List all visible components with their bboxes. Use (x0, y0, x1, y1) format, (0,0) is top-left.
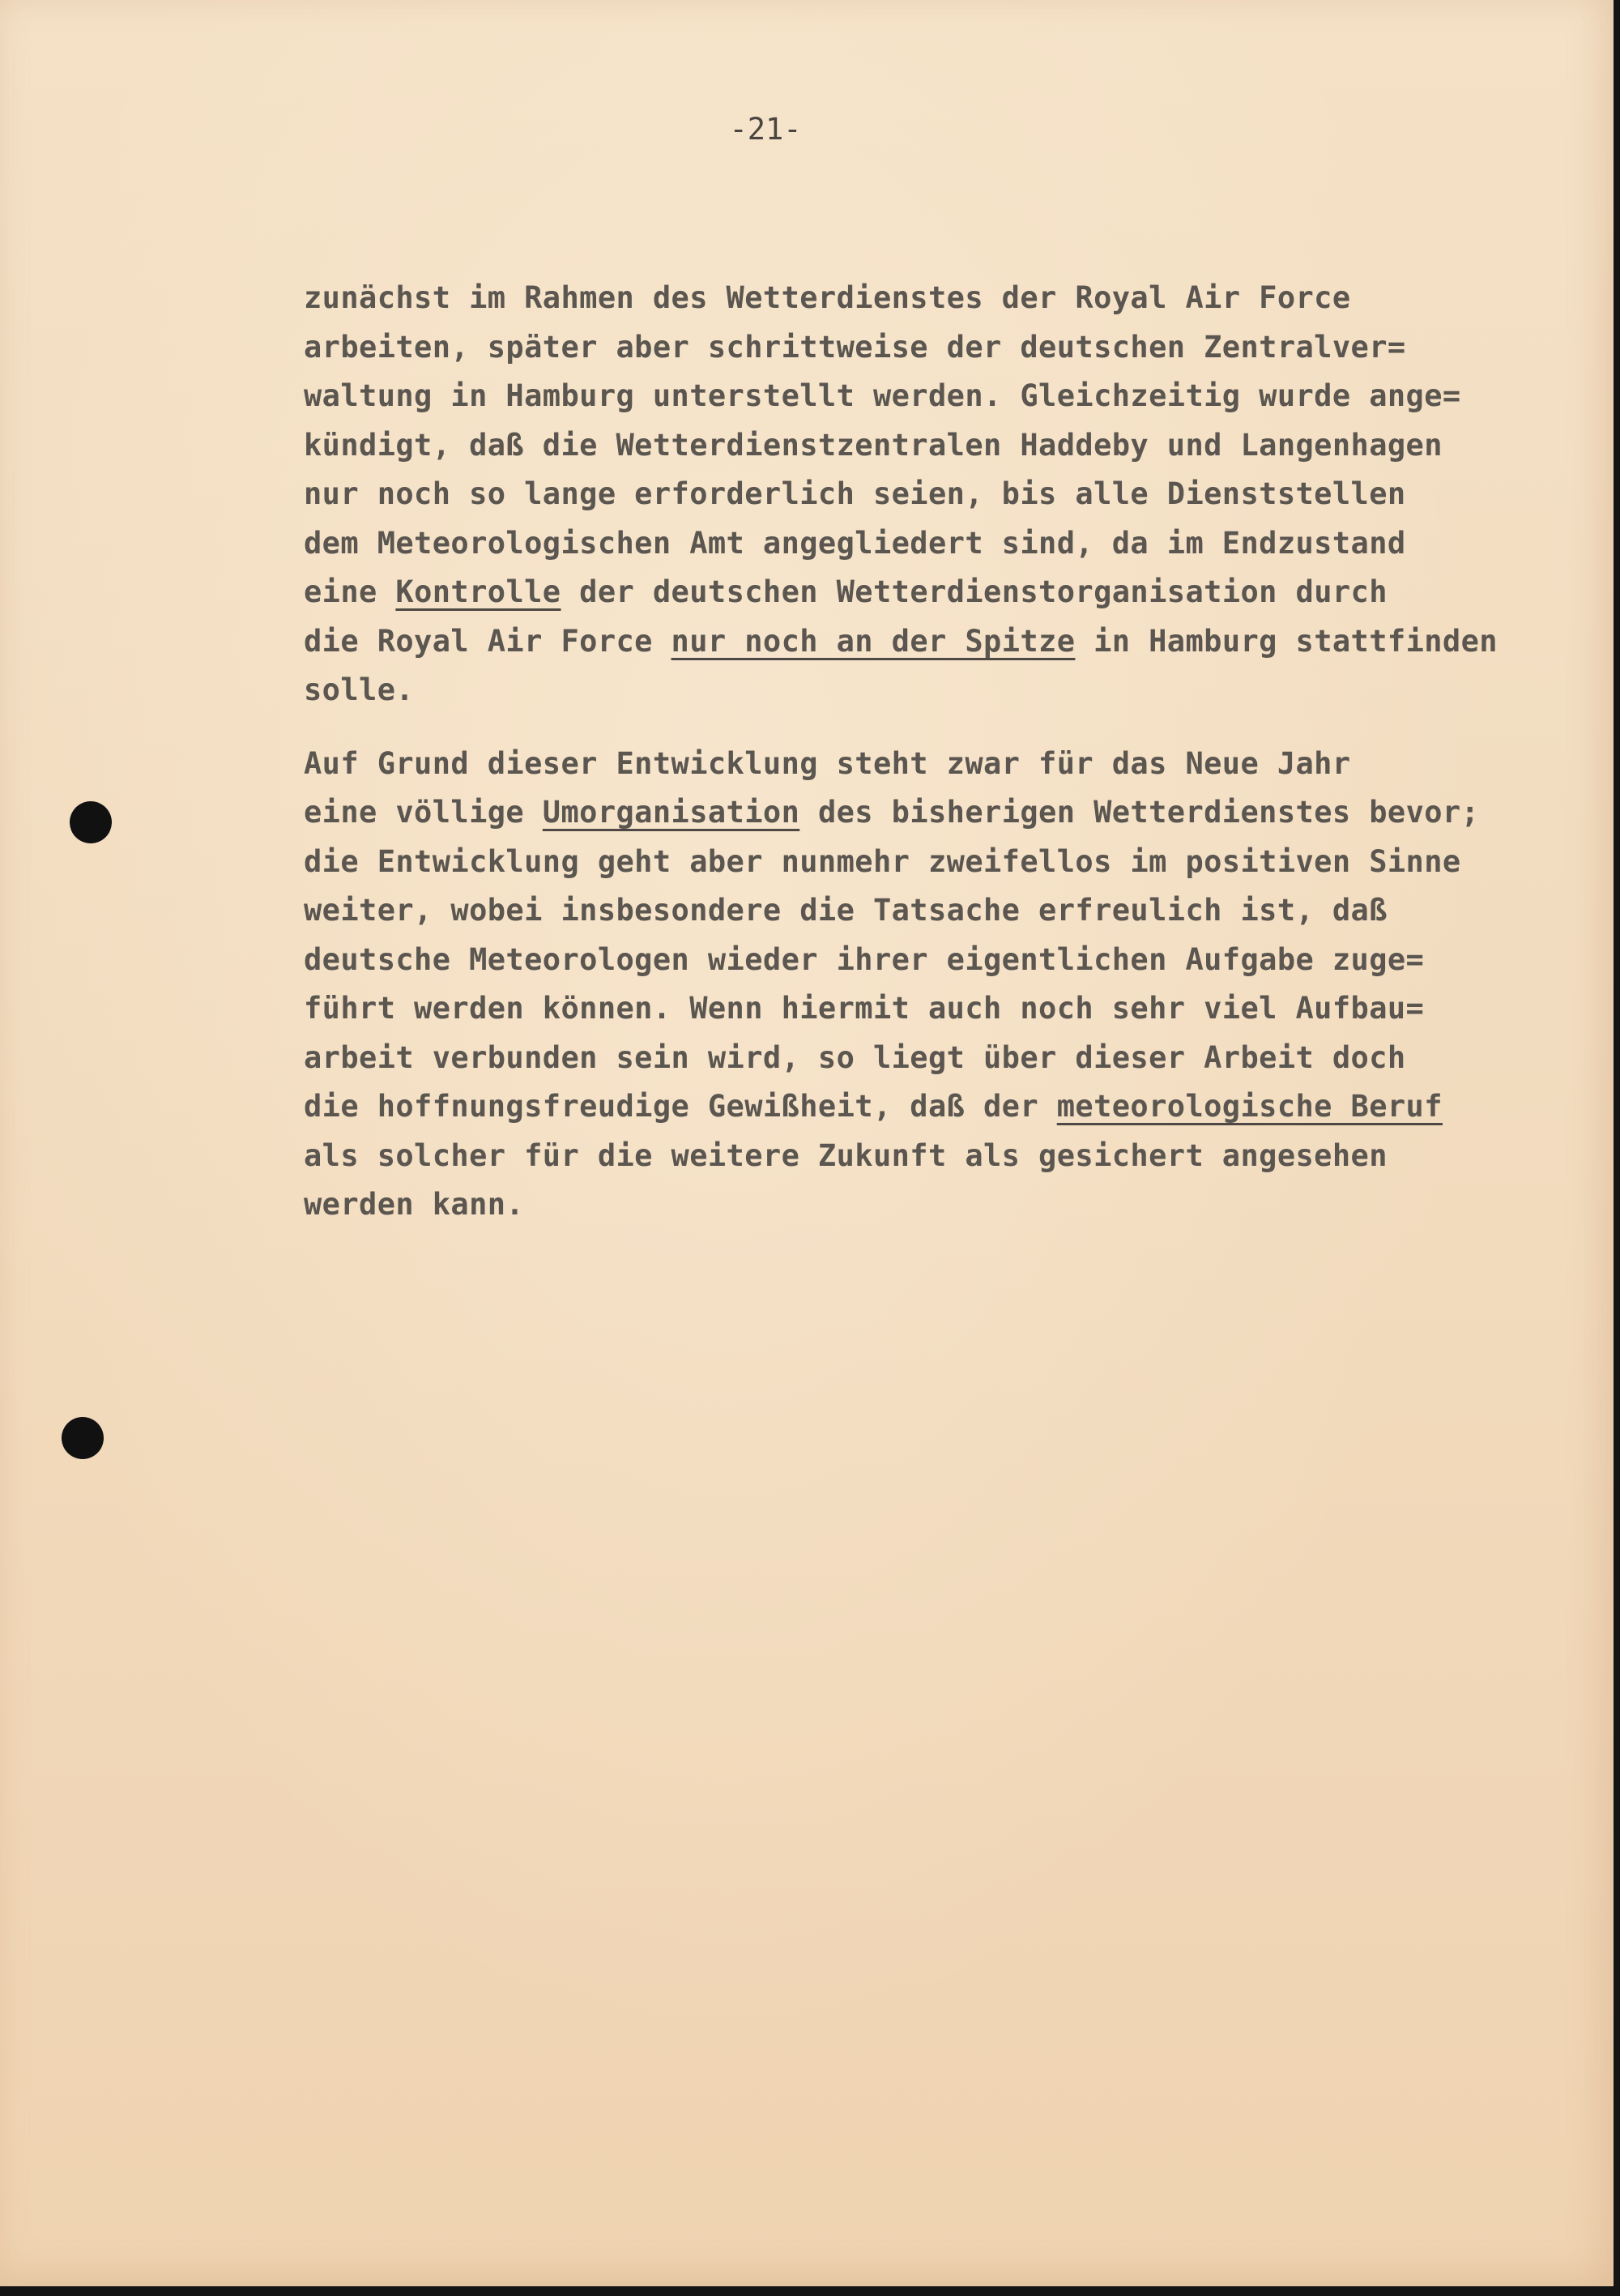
text-segment: des bisherigen Wetterdienstes bevor; (799, 795, 1480, 830)
text-segment: werden kann. (304, 1187, 525, 1222)
text-segment: die hoffnungsfreudige Gewißheit, daß der (304, 1089, 1057, 1124)
text-segment: weiter, wobei insbesondere die Tatsache erfreulich ist, daß (304, 893, 1388, 928)
punch-hole (70, 801, 112, 843)
text-segment: solle. (304, 672, 415, 707)
text-segment: als solcher für die weitere Zukunft als gesichert angesehen (304, 1137, 1388, 1173)
text-line (304, 984, 1600, 1034)
text-line (304, 274, 1600, 323)
text-line (304, 1132, 1600, 1181)
text-segment: eine völlige (304, 795, 543, 830)
text-segment: dem Meteorologischen Amt angegliedert sind, da im Endzustand (304, 525, 1406, 561)
punch-hole (62, 1417, 104, 1459)
text-line (304, 421, 1600, 471)
body-text (304, 274, 1600, 1230)
underlined-phrase: Kontrolle (395, 574, 561, 609)
text-line (304, 666, 1600, 715)
page-number: -21- (729, 112, 802, 147)
text-line (304, 886, 1600, 936)
text-segment: kündigt, daß die Wetterdienstzentralen Haddeby und Langenhagen (304, 427, 1443, 463)
text-segment: arbeit verbunden sein wird, so liegt über dieser Arbeit doch (304, 1039, 1406, 1075)
text-line (304, 1082, 1600, 1132)
text-segment: der deutschen Wetterdienstorganisation durch (561, 574, 1388, 609)
text-line (304, 838, 1600, 887)
text-line (304, 788, 1600, 838)
text-line (304, 519, 1600, 569)
text-line (304, 372, 1600, 421)
text-segment: Auf Grund dieser Entwicklung steht zwar für das Neue Jahr (304, 745, 1351, 781)
text-segment: in Hamburg stattfinden (1075, 623, 1498, 659)
text-line (304, 1034, 1600, 1083)
text-segment: deutsche Meteorologen wieder ihrer eigentlichen Aufgabe zuge= (304, 941, 1425, 977)
text-segment: zunächst im Rahmen des Wetterdienstes der Royal Air Force (304, 280, 1351, 315)
text-line (304, 568, 1600, 617)
underlined-phrase: meteorologische Beruf (1056, 1089, 1443, 1124)
underlined-phrase: Umorganisation (542, 795, 800, 830)
text-segment: eine (304, 574, 396, 609)
text-segment: führt werden können. Wenn hiermit auch noch sehr viel Aufbau= (304, 991, 1425, 1026)
paragraph (304, 274, 1600, 715)
text-segment: arbeiten, später aber schrittweise der deutschen Zentralver= (304, 329, 1406, 365)
text-line (304, 1180, 1600, 1230)
text-segment: nur noch so lange erforderlich seien, bis alle Dienststellen (304, 476, 1406, 511)
underlined-phrase: nur noch an der Spitze (671, 623, 1076, 659)
text-line (304, 936, 1600, 985)
text-segment: waltung in Hamburg unterstellt werden. Gleichzeitig wurde ange= (304, 378, 1461, 413)
text-segment: die Royal Air Force (304, 623, 671, 659)
text-line (304, 740, 1600, 789)
text-line (304, 470, 1600, 519)
text-line (304, 617, 1600, 667)
text-segment: die Entwicklung geht aber nunmehr zweifellos im positiven Sinne (304, 843, 1461, 879)
text-line (304, 323, 1600, 373)
paragraph (304, 740, 1600, 1230)
